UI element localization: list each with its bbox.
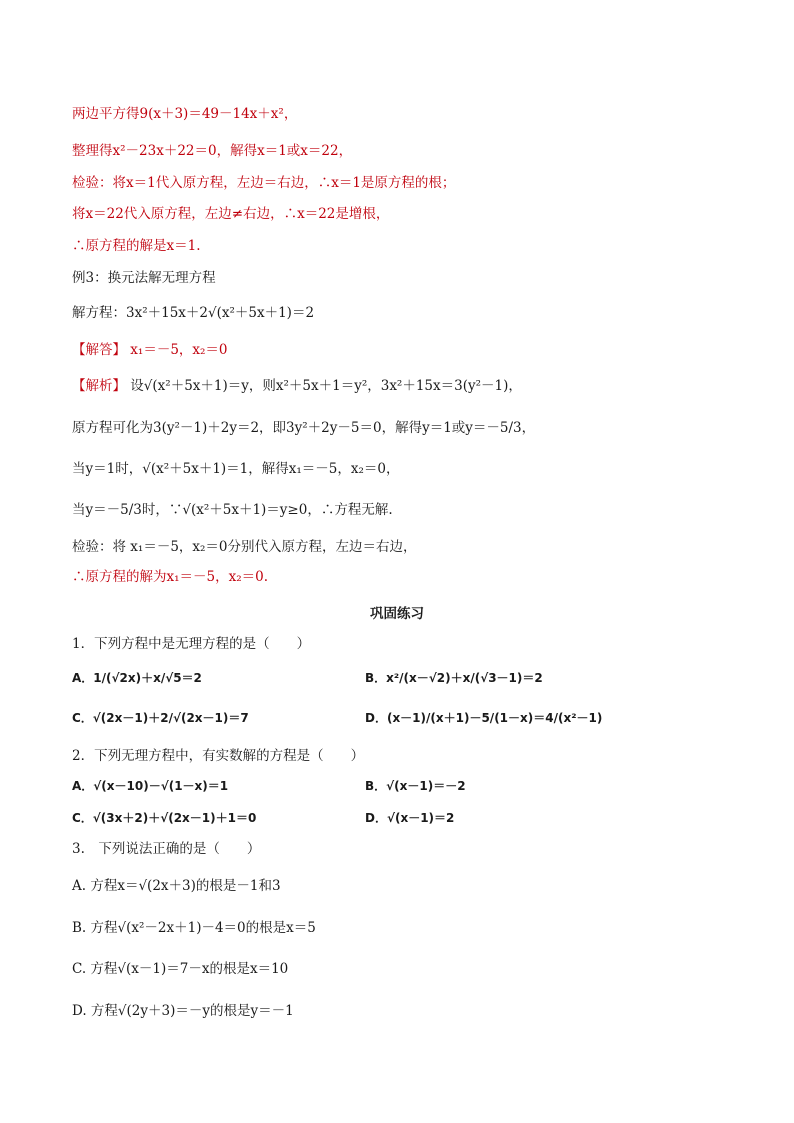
answer-value: x₁＝－5，x₂＝0 bbox=[130, 342, 228, 358]
analysis-conclusion: ∴原方程的解为x₁＝－5，x₂＝0. bbox=[72, 569, 269, 585]
answer-tag: 【解答】 bbox=[72, 342, 126, 358]
question-1-option-d[interactable]: D．(x－1)/(x＋1)－5/(1－x)＝4/(x²－1) bbox=[365, 711, 603, 725]
analysis-line bbox=[72, 376, 522, 396]
question-2-stem: 2．下列无理方程中，有实数解的方程是（ ） bbox=[72, 748, 365, 764]
analysis-tag: 【解析】 bbox=[72, 378, 126, 394]
analysis-transform: 原方程可化为3(y²－1)＋2y＝2，即3y²＋2y－5＝0，解得y＝1或y＝－5/3， bbox=[72, 420, 536, 436]
question-2-option-c[interactable]: C．√(3x＋2)＋√(2x－1)＋1＝0 bbox=[72, 811, 257, 825]
question-3-option-c[interactable]: C. 方程√(x－1)＝7－x的根是x＝10 bbox=[72, 961, 289, 977]
question-3-stem: 3. 下列说法正确的是（ ） bbox=[72, 841, 261, 857]
analysis-case-y-neg: 当y＝－5/3时，∵√(x²＋5x＋1)＝y≥0，∴方程无解. bbox=[72, 502, 393, 518]
example-3-problem: 解方程：3x²＋15x＋2√(x²＋5x＋1)＝2 bbox=[72, 305, 315, 321]
question-3-option-d[interactable]: D. 方程√(2y＋3)＝－y的根是y＝－1 bbox=[72, 1003, 294, 1019]
section-title-practice: 巩固练习 bbox=[370, 606, 424, 622]
example-3-title: 例3：换元法解无理方程 bbox=[72, 270, 216, 286]
solution-line-check-1: 检验：将x＝1代入原方程，左边＝右边，∴x＝1是原方程的根； bbox=[72, 175, 456, 191]
analysis-check: 检验：将 x₁＝－5，x₂＝0分别代入原方程，左边＝右边， bbox=[72, 539, 417, 555]
solution-conclusion: ∴原方程的解是x＝1. bbox=[72, 238, 201, 254]
analysis-substitution: 设√(x²＋5x＋1)＝y，则x²＋5x＋1＝y²，3x²＋15x＝3(y²－1)， bbox=[130, 378, 522, 394]
question-2-option-d[interactable]: D．√(x－1)＝2 bbox=[365, 811, 455, 825]
analysis-case-y1: 当y＝1时，√(x²＋5x＋1)＝1，解得x₁＝－5，x₂＝0， bbox=[72, 461, 400, 477]
question-3-option-b[interactable]: B. 方程√(x²－2x＋1)－4＝0的根是x＝5 bbox=[72, 920, 316, 936]
question-1-stem: 1．下列方程中是无理方程的是（ ） bbox=[72, 636, 311, 652]
answer-line bbox=[72, 340, 228, 360]
solution-line-check-22: 将x＝22代入原方程，左边≠右边，∴x＝22是增根， bbox=[72, 206, 390, 222]
question-1-option-c[interactable]: C．√(2x－1)＋2/√(2x－1)＝7 bbox=[72, 711, 249, 725]
question-1-option-b[interactable]: B．x²/(x－√2)＋x/(√3－1)＝2 bbox=[365, 671, 543, 685]
question-3-option-a[interactable]: A. 方程x＝√(2x＋3)的根是－1和3 bbox=[72, 878, 281, 894]
solution-line-square: 两边平方得9(x＋3)＝49－14x＋x²， bbox=[72, 106, 298, 122]
solution-line-simplify: 整理得x²－23x＋22＝0，解得x＝1或x＝22， bbox=[72, 143, 353, 159]
question-2-option-a[interactable]: A．√(x－10)－√(1－x)＝1 bbox=[72, 779, 229, 793]
question-2-option-b[interactable]: B．√(x－1)＝－2 bbox=[365, 779, 466, 793]
question-1-option-a[interactable]: A．1/(√2x)＋x/√5＝2 bbox=[72, 671, 202, 685]
